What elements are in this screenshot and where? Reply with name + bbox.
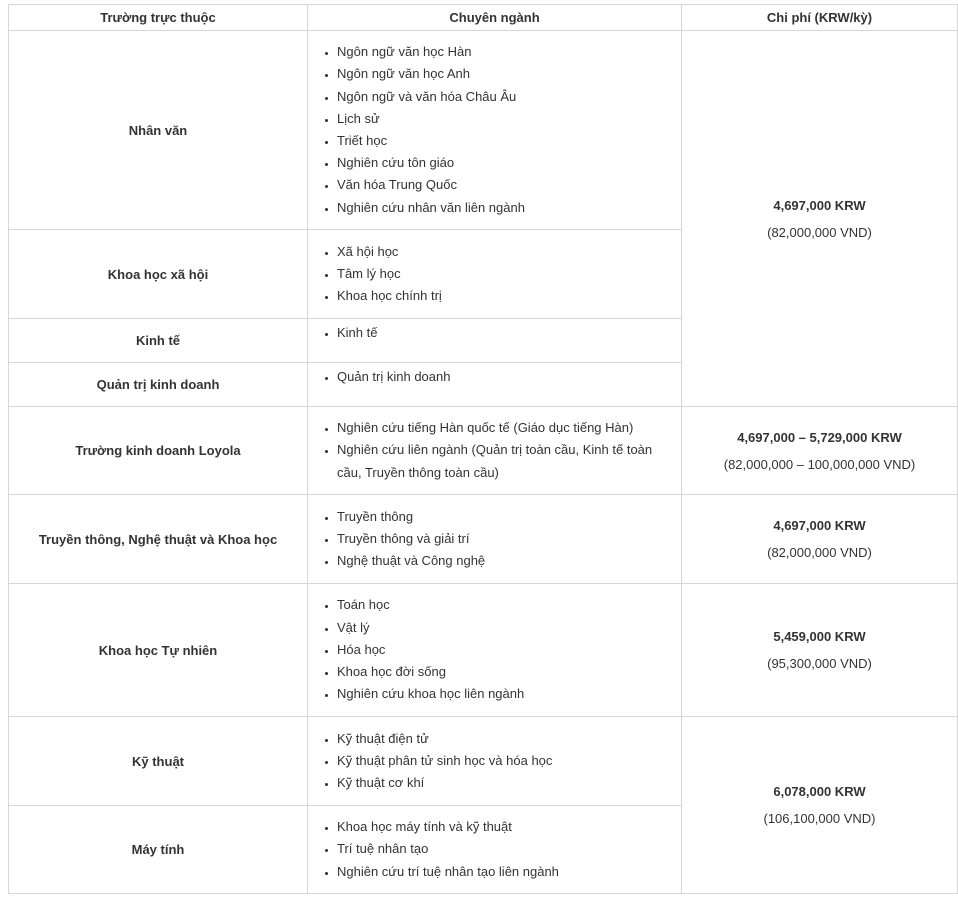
majors-list: [320, 41, 675, 219]
table-row: [9, 717, 958, 806]
table-row: [9, 31, 958, 230]
school-name: Quản trị kinh doanh: [9, 363, 308, 407]
majors-list: [320, 594, 675, 705]
majors-cell: [308, 319, 682, 363]
cost-krw: 4,697,000 – 5,729,000 KRW: [737, 429, 902, 445]
major-item: • Nghệ thuật và Công nghệ: [337, 550, 675, 572]
majors-list: [320, 241, 675, 308]
major-item: • Xã hội học: [337, 241, 675, 263]
major-item: • Nghiên cứu nhân văn liên ngành: [337, 197, 675, 219]
cost-krw: 4,697,000 KRW: [773, 197, 866, 213]
majors-list: [320, 366, 675, 388]
major-item: • Nghiên cứu tôn giáo: [337, 152, 675, 174]
major-item: • Vật lý: [337, 617, 675, 639]
majors-list: [320, 417, 675, 484]
majors-cell: [308, 407, 682, 495]
header-school: Trường trực thuộc: [9, 5, 308, 31]
major-item: • Khoa học đời sống: [337, 661, 675, 683]
major-item: • Triết học: [337, 130, 675, 152]
majors-cell: [308, 717, 682, 806]
school-name: Kinh tế: [9, 319, 308, 363]
header-majors: Chuyên ngành: [308, 5, 682, 31]
majors-list: [320, 506, 675, 573]
major-item: • Quản trị kinh doanh: [337, 366, 675, 388]
school-name: Truyền thông, Nghệ thuật và Khoa học: [9, 495, 308, 584]
major-item: • Nghiên cứu tiếng Hàn quốc tế (Giáo dục tiếng Hàn): [337, 417, 675, 439]
cost-vnd: (95,300,000 VND): [767, 656, 872, 671]
majors-cell: [308, 806, 682, 894]
major-item: • Trí tuệ nhân tạo: [337, 838, 675, 860]
tuition-table: [8, 4, 958, 894]
cost-vnd: (82,000,000 – 100,000,000 VND): [723, 456, 916, 472]
cost-cell: [682, 495, 958, 584]
major-item: • Kỹ thuật phân tử sinh học và hóa học: [337, 750, 675, 772]
cost-cell: [682, 717, 958, 894]
cost-vnd: (82,000,000 VND): [767, 224, 872, 240]
major-item: • Truyền thông: [337, 506, 675, 528]
major-item: • Hóa học: [337, 639, 675, 661]
school-name: Trường kinh doanh Loyola: [9, 407, 308, 495]
majors-cell: [308, 31, 682, 230]
majors-cell: [308, 363, 682, 407]
major-item: • Lịch sử: [337, 108, 675, 130]
major-item: • Truyền thông và giải trí: [337, 528, 675, 550]
table-row: [9, 584, 958, 717]
table-row: [9, 495, 958, 584]
cost-cell: [682, 407, 958, 495]
header-cost: Chi phí (KRW/kỳ): [682, 5, 958, 31]
school-name: Máy tính: [9, 806, 308, 894]
major-item: • Khoa học máy tính và kỹ thuật: [337, 816, 675, 838]
majors-cell: [308, 230, 682, 319]
major-item: • Nghiên cứu trí tuệ nhân tạo liên ngành: [337, 861, 675, 883]
cost-krw: 5,459,000 KRW: [773, 629, 866, 644]
major-item: • Ngôn ngữ văn học Anh: [337, 63, 675, 85]
major-item: • Toán học: [337, 594, 675, 616]
cost-krw: 6,078,000 KRW: [773, 784, 866, 799]
cost-vnd: (106,100,000 VND): [763, 811, 876, 826]
school-name: Khoa học Tự nhiên: [9, 584, 308, 717]
majors-cell: [308, 495, 682, 584]
cost-krw: 4,697,000 KRW: [773, 518, 866, 533]
major-item: • Nghiên cứu liên ngành (Quản trị toàn cầu, Kinh tế toàn cầu, Truyền thông toàn cầu): [337, 439, 675, 483]
header-row: [9, 5, 958, 31]
school-name: Kỹ thuật: [9, 717, 308, 806]
major-item: • Văn hóa Trung Quốc: [337, 174, 675, 196]
school-name: Khoa học xã hội: [9, 230, 308, 319]
cost-vnd: (82,000,000 VND): [767, 545, 872, 560]
major-item: • Kỹ thuật điện tử: [337, 728, 675, 750]
major-item: • Khoa học chính trị: [337, 285, 675, 307]
school-name: Nhân văn: [9, 31, 308, 230]
majors-list: [320, 816, 675, 883]
major-item: • Kỹ thuật cơ khí: [337, 772, 675, 794]
major-item: • Kinh tế: [337, 322, 675, 344]
major-item: • Tâm lý học: [337, 263, 675, 285]
majors-cell: [308, 584, 682, 717]
cost-cell: [682, 31, 958, 407]
major-item: • Nghiên cứu khoa học liên ngành: [337, 683, 675, 705]
major-item: • Ngôn ngữ và văn hóa Châu Âu: [337, 86, 675, 108]
table-row: [9, 407, 958, 495]
major-item: • Ngôn ngữ văn học Hàn: [337, 41, 675, 63]
cost-cell: [682, 584, 958, 717]
majors-list: [320, 728, 675, 795]
majors-list: [320, 322, 675, 344]
